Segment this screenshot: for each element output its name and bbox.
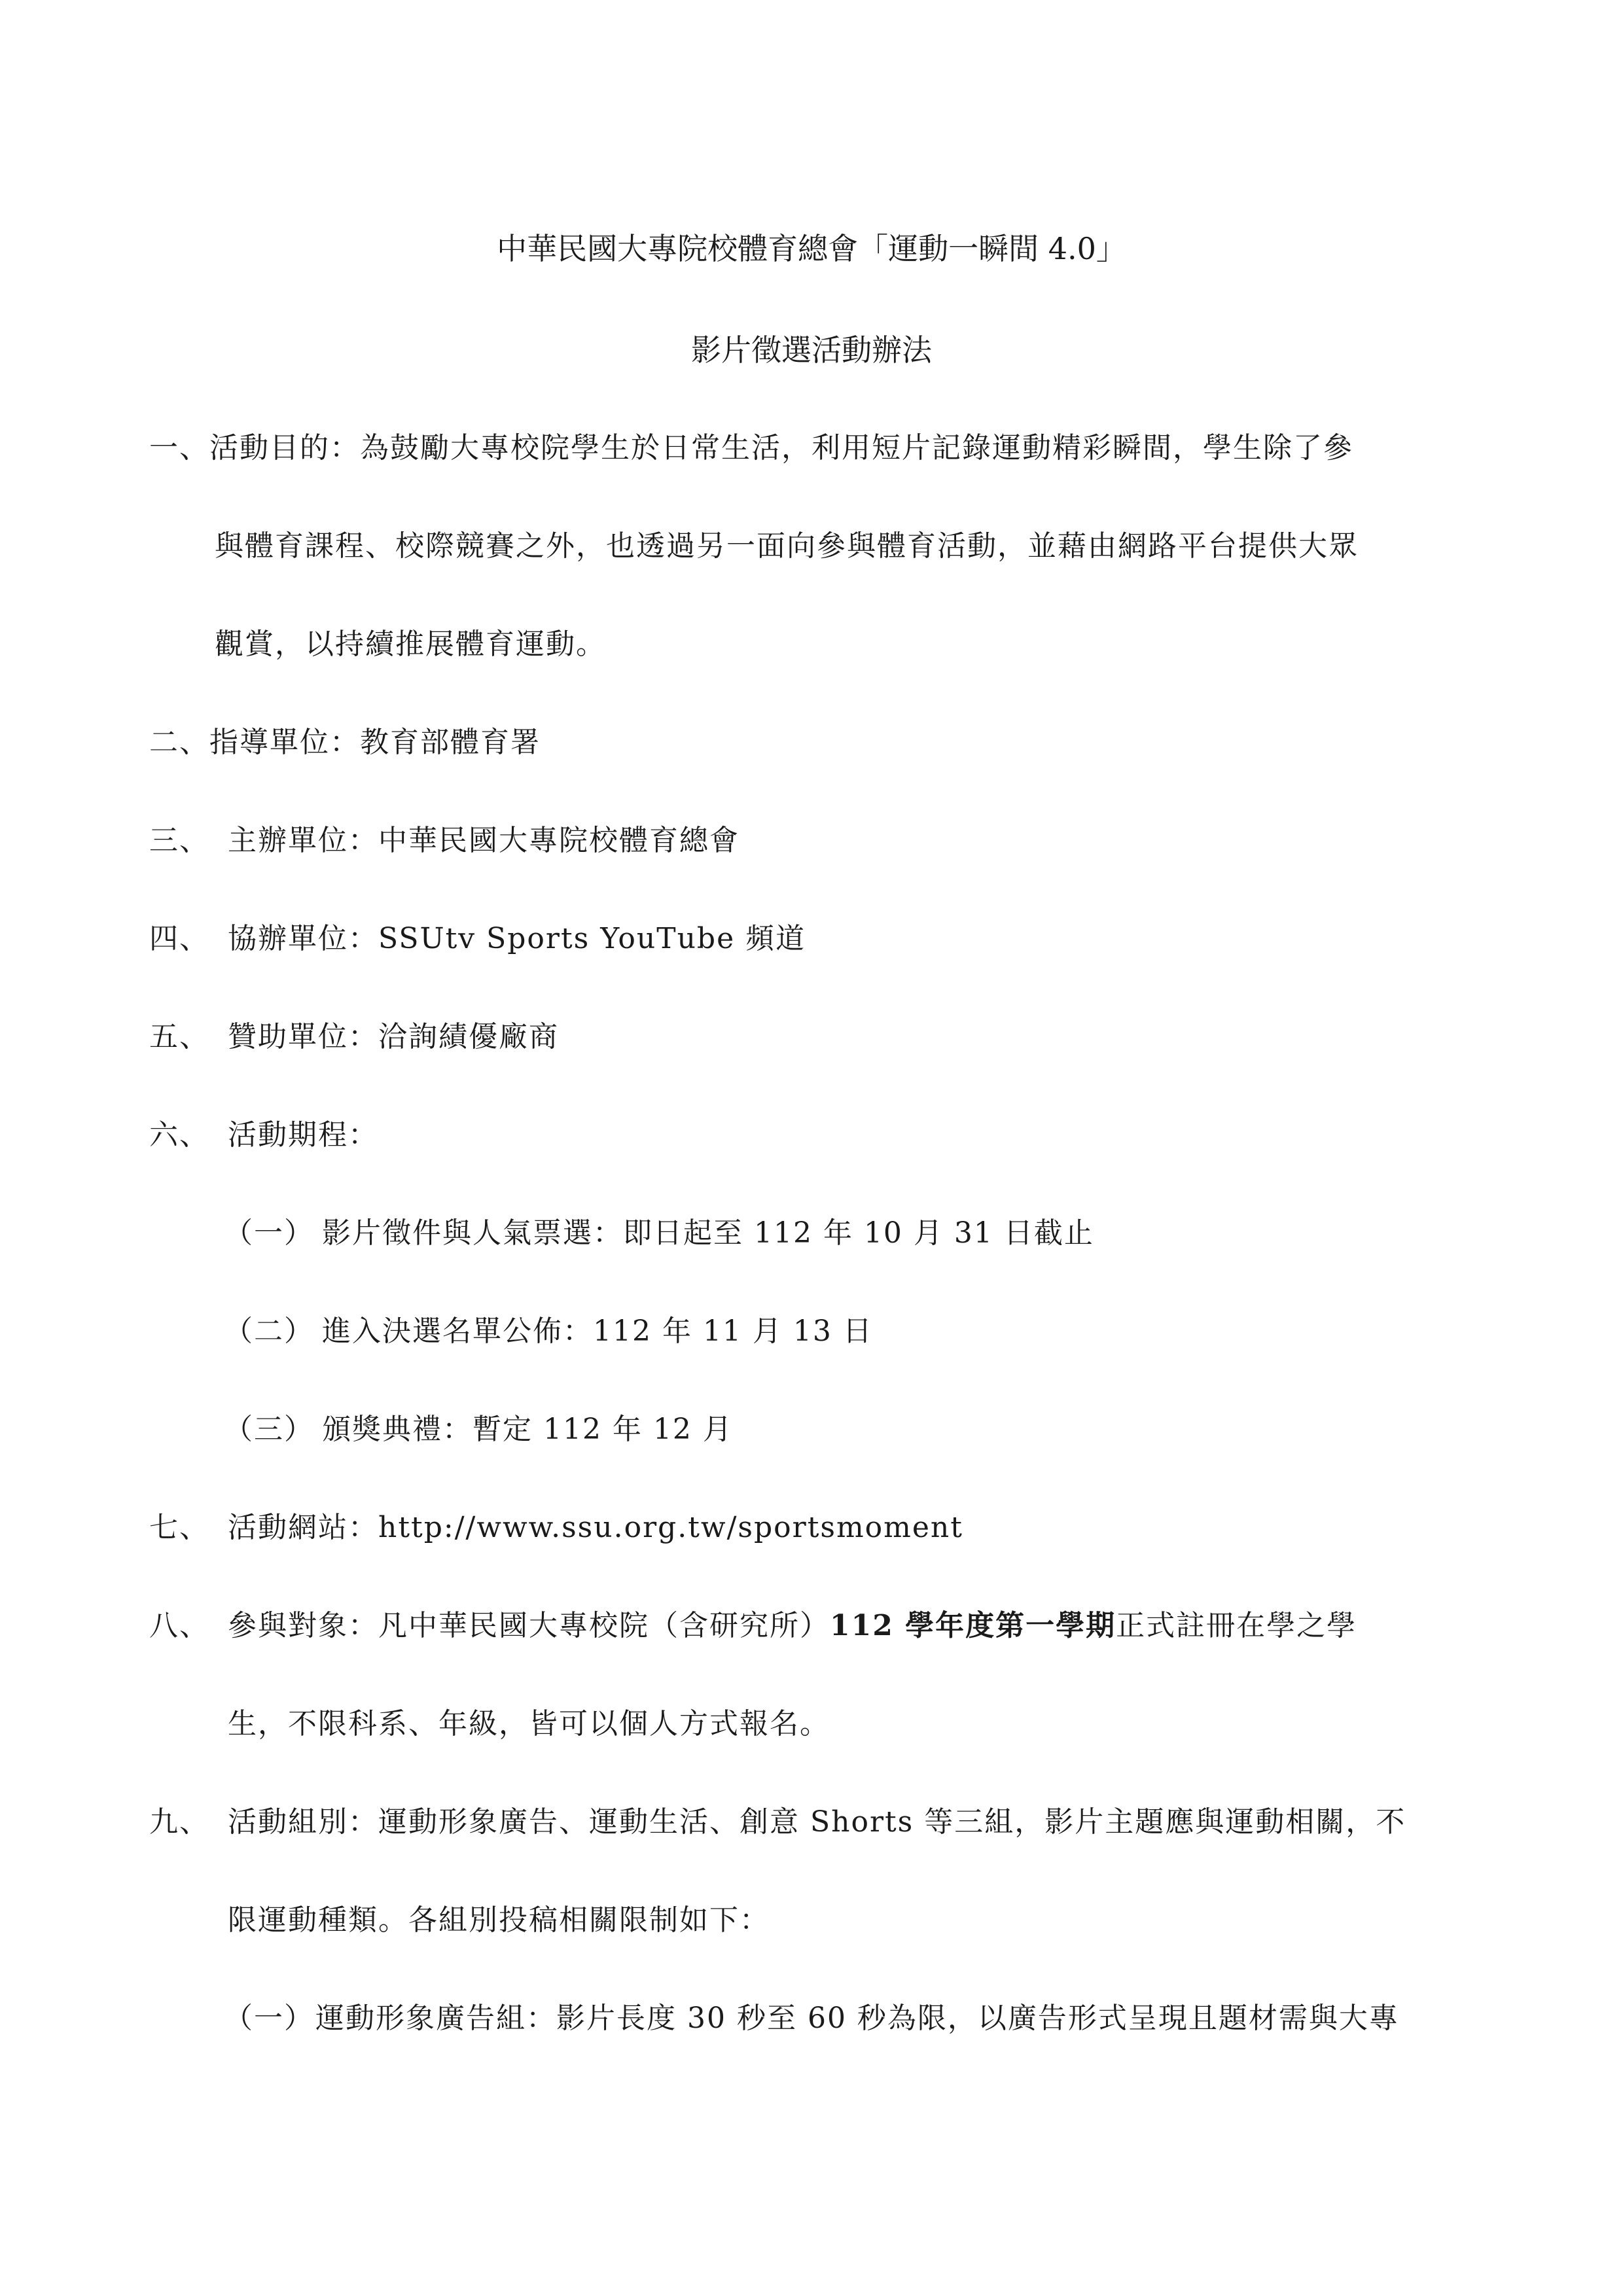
section-8-text-after: 正式註冊在學之學 <box>1116 1609 1357 1642</box>
section-9-item-1-number: （一） <box>224 2002 314 2035</box>
section-6-number: 六、 <box>149 1118 209 1152</box>
section-1-text: 活動目的：為鼓勵大專校院學生於日常生活，利用短片記錄運動精彩瞬間，學生除了參 <box>209 431 1353 465</box>
section-6-item-3 <box>224 1410 733 1449</box>
section-8-text-bold: 112 學年度第一學期 <box>830 1609 1116 1642</box>
section-5 <box>149 1017 559 1057</box>
section-6-item-2 <box>224 1312 873 1351</box>
section-4 <box>149 919 806 959</box>
section-8-line-1 <box>149 1606 1357 1646</box>
section-4-number: 四、 <box>149 922 209 955</box>
section-6-item-3-text: 頒獎典禮：暫定 112 年 12 月 <box>322 1413 733 1446</box>
section-9-item-1-text: 運動形象廣告組：影片長度 30 秒至 60 秒為限，以廣告形式呈現且題材需與大專 <box>315 2002 1399 2035</box>
section-1-line-1 <box>149 429 1353 468</box>
section-3-text: 主辦單位：中華民國大專院校體育總會 <box>228 824 740 857</box>
section-6-text: 活動期程： <box>228 1118 378 1152</box>
section-4-text: 協辦單位：SSUtv Sports YouTube 頻道 <box>228 922 806 955</box>
section-3-number: 三、 <box>149 824 209 857</box>
section-8-line-2: 生，不限科系、年級，皆可以個人方式報名。 <box>228 1707 830 1740</box>
section-5-number: 五、 <box>149 1020 209 1053</box>
section-7 <box>149 1508 963 1547</box>
section-9-text: 活動組別：運動形象廣告、運動生活、創意 Shorts 等三組，影片主題應與運動相關，不 <box>228 1805 1406 1839</box>
section-6-item-1-text: 影片徵件與人氣票選：即日起至 112 年 10 月 31 日截止 <box>322 1216 1094 1250</box>
section-3 <box>149 821 740 860</box>
section-9-number: 九、 <box>149 1805 209 1839</box>
section-5-text: 贊助單位：洽詢績優廠商 <box>228 1020 559 1053</box>
section-6 <box>149 1116 378 1155</box>
section-7-text: 活動網站：http://www.ssu.org.tw/sportsmoment <box>228 1511 963 1544</box>
section-8-number: 八、 <box>149 1609 209 1642</box>
document-subtitle: 影片徵選活動辦法 <box>691 332 932 368</box>
section-6-item-2-text: 進入決選名單公佈：112 年 11 月 13 日 <box>322 1315 873 1348</box>
section-9-line-1 <box>149 1803 1406 1842</box>
section-1-line-2: 與體育課程、校際競賽之外，也透過另一面向參與體育活動，並藉由網路平台提供大眾 <box>215 529 1359 563</box>
document-title: 中華民國大專院校體育總會「運動一瞬間 4.0」 <box>497 231 1126 266</box>
section-2-text: 指導單位：教育部體育署 <box>209 726 541 759</box>
section-1-number: 一、 <box>149 431 209 465</box>
section-7-number: 七、 <box>149 1511 209 1544</box>
section-6-item-1-number: （一） <box>224 1216 314 1250</box>
section-2-number: 二、 <box>149 726 209 759</box>
section-2 <box>149 723 541 762</box>
section-9-line-2: 限運動種類。各組別投稿相關限制如下： <box>228 1903 770 1937</box>
section-6-item-2-number: （二） <box>224 1315 314 1348</box>
section-6-item-1 <box>224 1214 1094 1253</box>
section-8-text-before: 參與對象：凡中華民國大專校院（含研究所） <box>228 1609 830 1642</box>
section-6-item-3-number: （三） <box>224 1413 314 1446</box>
section-1-line-3: 觀賞，以持續推展體育運動。 <box>215 627 606 661</box>
section-9-item-1 <box>224 1999 1399 2038</box>
